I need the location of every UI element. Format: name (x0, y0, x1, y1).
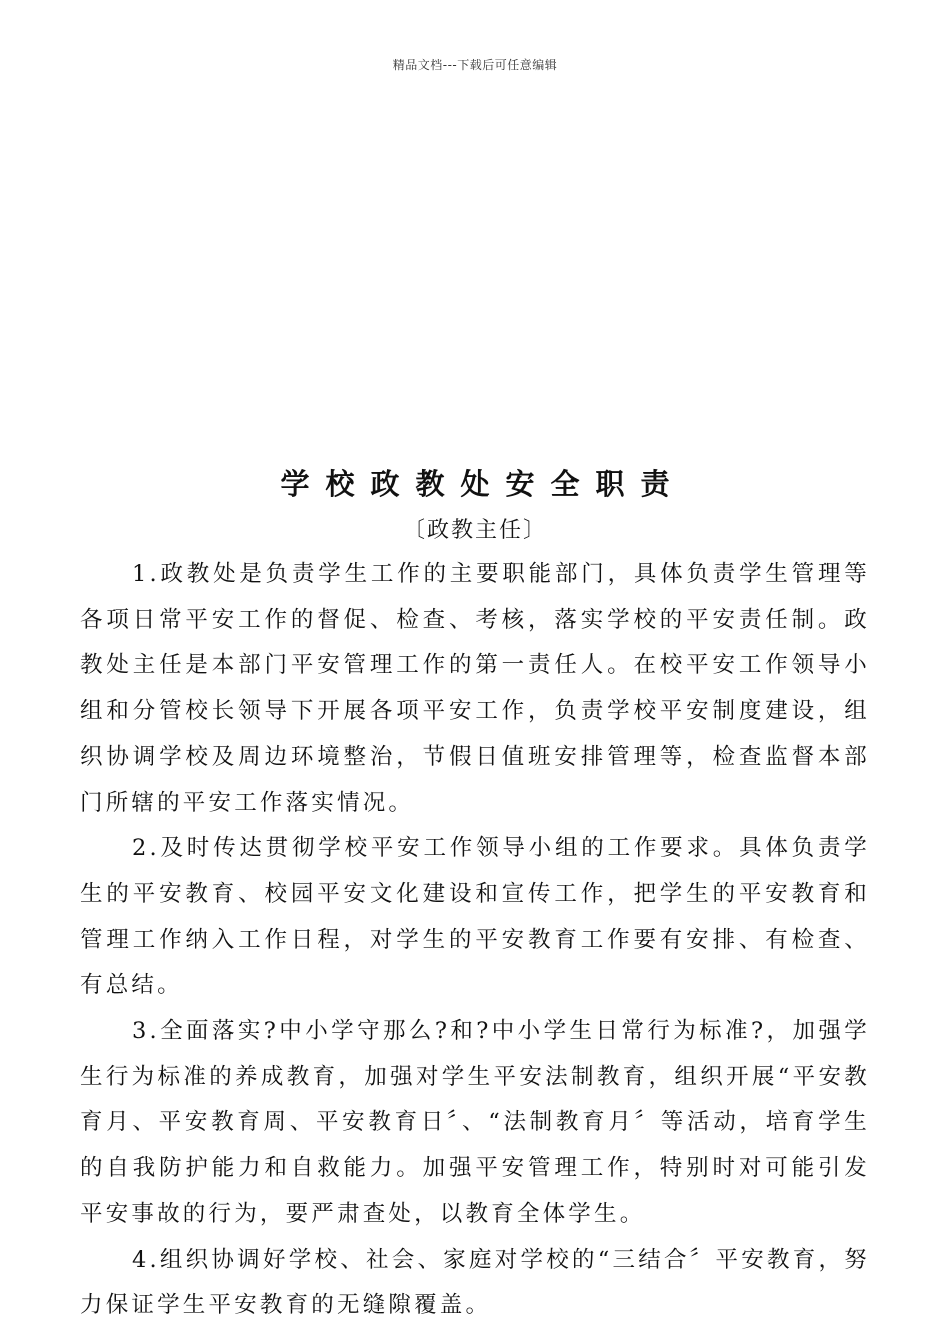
document-body (80, 552, 870, 1329)
page-header-note: 精品文档---下载后可任意编辑 (392, 58, 558, 72)
paragraph-3: 3.全面落实?中小学守那么?和?中小学生日常行为标准?，加强学生行为标准的养成教育，加强对学生平安法制教育，组织开展“平安教育月、平安教育周、平安教育日〞、“法制教育月〞等活动，培育学生的自我防护能力和自救能力。加强平安管理工作，特别时对可能引发平安事故的行为，要严肃查处，以教育全体学生。 (80, 1018, 870, 1227)
document-title: 学校政教处安全职责 (280, 467, 686, 501)
paragraph-2: 2.及时传达贯彻学校平安工作领导小组的工作要求。具体负责学生的平安教育、校园平安文化建设和宣传工作，把学生的平安教育和管理工作纳入工作日程，对学生的平安教育工作要有安排、有检查、有总结。 (80, 835, 870, 999)
document-subtitle: 〔政教主任〕 (402, 518, 547, 543)
paragraph-1: 1.政教处是负责学生工作的主要职能部门，具体负责学生管理等各项日常平安工作的督促、检查、考核，落实学校的平安责任制。政教处主任是本部门平安管理工作的第一责任人。在校平安工作领导小组和分管校长领导下开展各项平安工作，负责学校平安制度建设，组织协调学校及周边环境整治，节假日值班安排管理等，检查监督本部门所辖的平安工作落实情况。 (80, 561, 870, 816)
paragraph-4: 4.组织协调好学校、社会、家庭对学校的“三结合〞平安教育，努力保证学生平安教育的无缝隙覆盖。 (80, 1246, 870, 1319)
